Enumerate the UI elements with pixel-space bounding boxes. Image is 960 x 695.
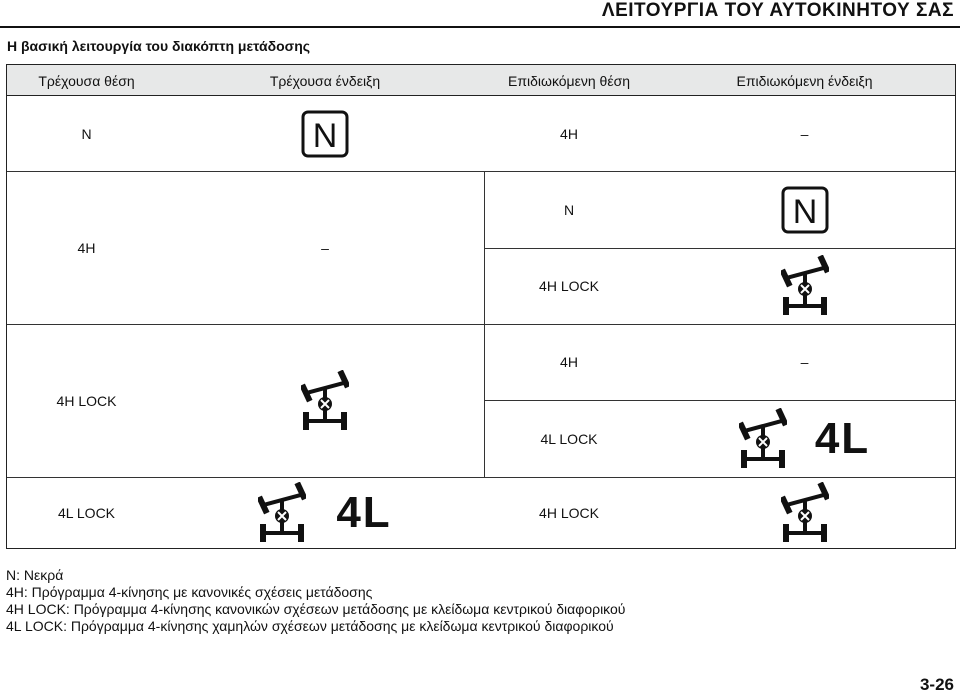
n-box-label: N xyxy=(312,116,338,155)
target-indicator: – xyxy=(800,125,809,142)
target-position: N xyxy=(563,201,575,218)
4wd-lock-icon xyxy=(739,408,787,470)
transfer-switch-table xyxy=(6,64,956,549)
target-position: 4H xyxy=(560,354,578,370)
n-box-label: N xyxy=(792,192,817,231)
column-header: Τρέχουσα θέση xyxy=(38,72,135,89)
n-box-icon xyxy=(654,171,955,248)
4wd-lock-icon xyxy=(654,477,955,548)
current-indicator: – xyxy=(321,239,329,256)
n-box-icon xyxy=(166,96,484,171)
legend-item: 4H LOCK: Πρόγραμμα 4-κίνησης κανονικών σχέσεων μετάδοσης με κλείδωμα κεντρικού διαφορικού xyxy=(6,601,626,617)
4wd-lock-icon xyxy=(166,324,484,477)
legend-item: 4H: Πρόγραμμα 4-κίνησης με κανονικές σχέσεις μετάδοσης xyxy=(6,584,373,600)
page-number: 3-26 xyxy=(919,675,954,694)
current-position: 4H xyxy=(77,239,96,256)
4wd-lock-icon xyxy=(258,482,306,544)
4l-label: 4L xyxy=(814,413,871,463)
legend-item: 4L LOCK: Πρόγραμμα 4-κίνησης χαμηλών σχέσεων μετάδοσης με κλείδωμα κεντρικού διαφορικού xyxy=(6,618,614,634)
section-title: Η βασική λειτουργία του διακόπτη μετάδοσης xyxy=(7,38,311,54)
target-position: 4H LOCK xyxy=(539,278,599,294)
column-header: Επιδιωκόμενη θέση xyxy=(508,72,630,89)
target-position: 4H xyxy=(560,125,578,142)
page-header-title: ΛΕΙΤΟΥΡΓΙΑ ΤΟΥ ΑΥΤΟΚΙΝΗΤΟΥ ΣΑΣ xyxy=(601,0,954,21)
4wd-lock-4l-indicator xyxy=(654,400,955,477)
legend xyxy=(6,567,625,635)
target-indicator: – xyxy=(800,354,809,370)
current-position: 4L LOCK xyxy=(57,504,116,521)
target-position: 4L LOCK xyxy=(540,430,598,447)
target-position: 4H LOCK xyxy=(539,504,599,521)
4wd-lock-icon xyxy=(654,248,955,324)
4l-label: 4L xyxy=(336,487,392,537)
header-rule xyxy=(0,26,960,28)
table-header xyxy=(7,65,955,96)
current-position: 4H LOCK xyxy=(56,392,117,409)
legend-item: N: Νεκρά xyxy=(6,567,64,583)
column-header: Επιδιωκόμενη ένδειξη xyxy=(736,72,873,89)
4wd-lock-4l-indicator xyxy=(166,477,484,548)
column-header: Τρέχουσα ένδειξη xyxy=(269,72,381,89)
current-position: N xyxy=(81,125,92,142)
